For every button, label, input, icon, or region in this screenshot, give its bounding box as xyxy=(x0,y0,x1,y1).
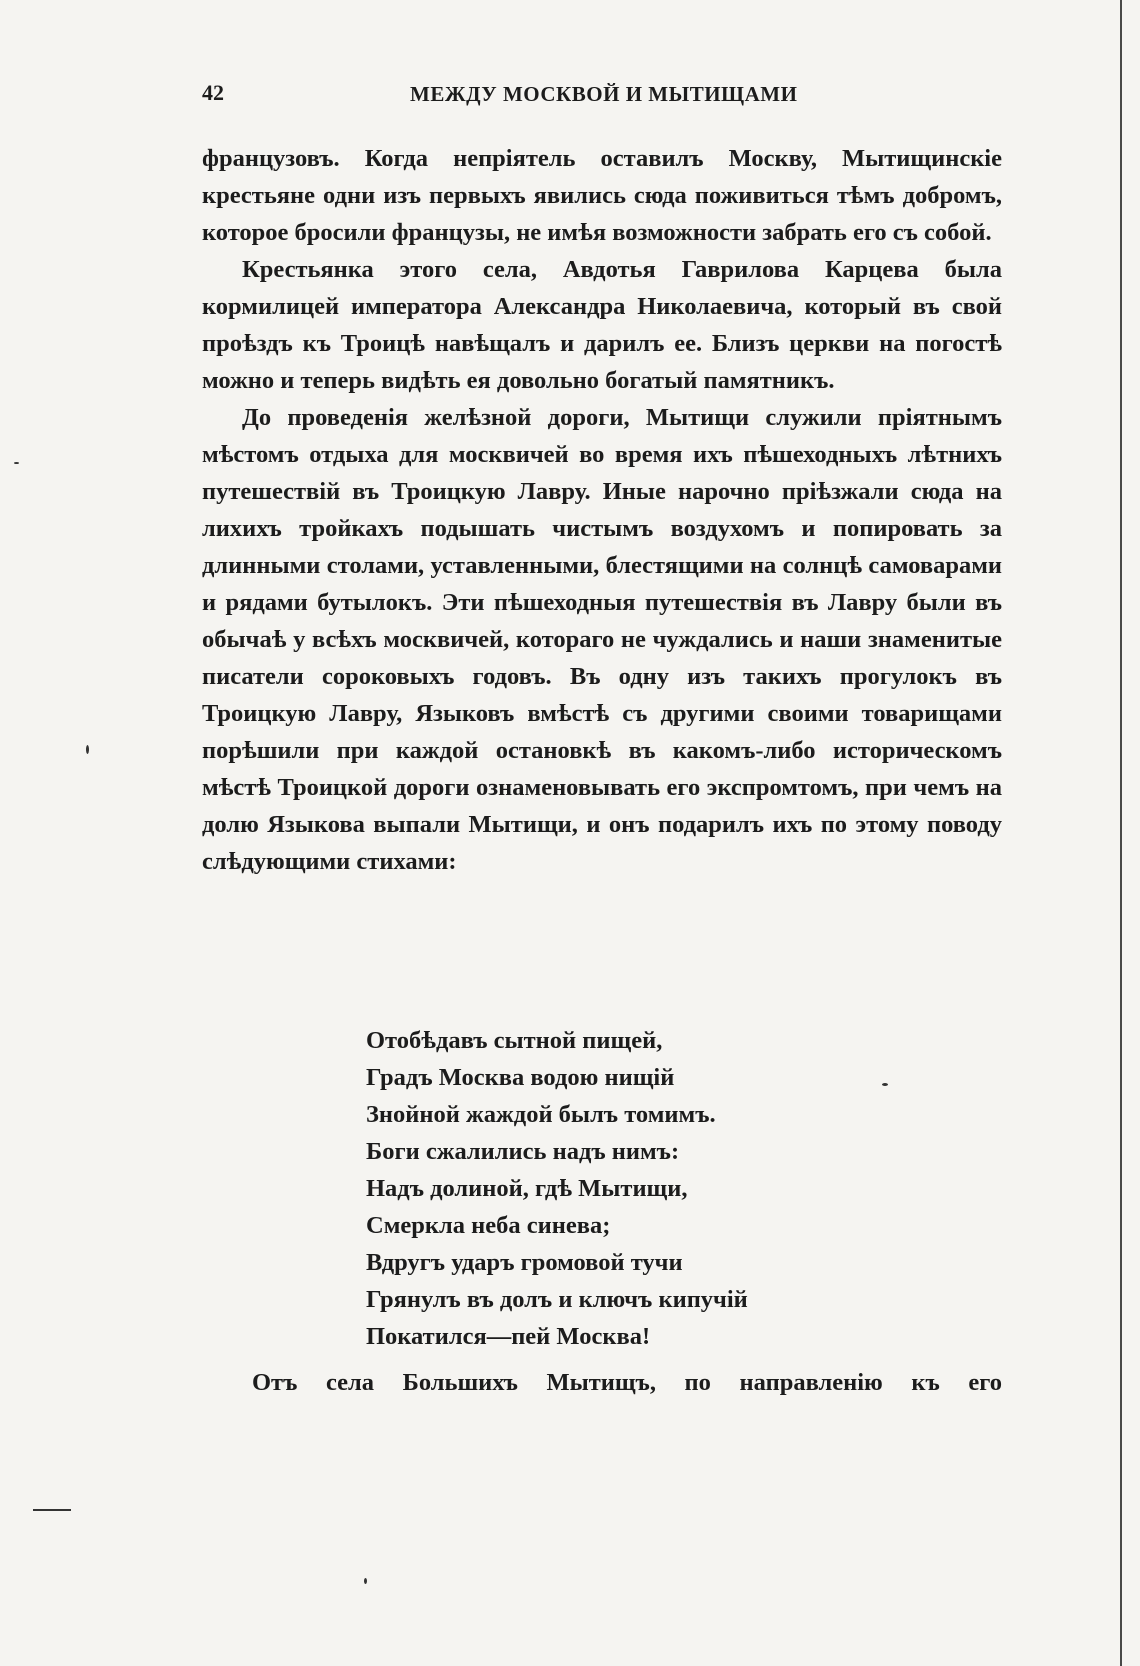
scan-speck xyxy=(33,1509,71,1511)
verse-line: Отобѣдавъ сытной пищей, xyxy=(366,1027,663,1054)
scan-edge-line xyxy=(1120,0,1122,1666)
page-number: 42 xyxy=(202,80,224,105)
verse-line: Знойной жаждой былъ томимъ. xyxy=(366,1101,716,1128)
paragraph: французовъ. Когда непріятель оставилъ Москву, Мытищинскіе крестьяне одни изъ первыхъ явились сюда поживиться тѣмъ добромъ, которое бросили французы, не имѣя возможности забрать его съ собой. xyxy=(202,145,1002,246)
verse-line: Смеркла неба синева; xyxy=(366,1212,611,1239)
verse-line: Надъ долиной, гдѣ Мытищи, xyxy=(366,1175,688,1202)
scan-speck xyxy=(86,745,89,754)
scan-speck xyxy=(14,462,19,464)
page-header xyxy=(202,80,1002,116)
running-head: МЕЖДУ МОСКВОЙ И МЫТИЩАМИ xyxy=(410,82,798,106)
verse-line: Градъ Москва водою нищій xyxy=(366,1064,675,1091)
scan-speck xyxy=(364,1578,367,1584)
verse-line: Вдругъ ударъ громовой тучи xyxy=(366,1249,683,1276)
verse-line: Покатился—пей Москва! xyxy=(366,1323,651,1350)
closing-line: Отъ села Большихъ Мытищъ, по направленію къ его xyxy=(252,1369,1002,1396)
verse-block xyxy=(366,1022,748,1355)
verse-line: Грянулъ въ долъ и ключъ кипучій xyxy=(366,1286,748,1313)
paragraph: До проведенія желѣзной дороги, Мытищи служили пріятнымъ мѣстомъ отдыха для москвичей во время ихъ пѣшеходныхъ лѣтнихъ путешествій въ Троицкую Лавру. Иные нарочно пріѣзжали сюда на лихихъ тройкахъ подышать чистымъ воздухомъ и попировать за длинными столами, уставленными, блестящими на солнцѣ самоварами и рядами бутылокъ. Эти пѣшеходныя путешествія въ Лавру были въ обычаѣ у всѣхъ москвичей, котораго не чуждались и наши знаменитые писатели сороковыхъ годовъ. Въ одну изъ такихъ прогулокъ въ Троицкую Лавру, Языковъ вмѣстѣ съ другими своими товарищами порѣшили при каждой остановкѣ въ какомъ-либо историческомъ мѣстѣ Троицкой дороги ознаменовывать его экспромтомъ, при чемъ на долю Языкова выпали Мытищи, и онъ подарилъ ихъ по этому поводу слѣдующими стихами: xyxy=(202,404,1002,875)
paragraph: Крестьянка этого села, Авдотья Гаврилова Карцева была кормилицей императора Александра Николаевича, который въ свой проѣздъ къ Троицѣ навѣщалъ и дарилъ ее. Близъ церкви на погостѣ можно и теперь видѣть ея довольно богатый памятникъ. xyxy=(202,256,1002,394)
verse-line: Боги сжалились надъ нимъ: xyxy=(366,1138,680,1165)
main-text xyxy=(202,140,1002,880)
scan-speck xyxy=(882,1083,888,1086)
